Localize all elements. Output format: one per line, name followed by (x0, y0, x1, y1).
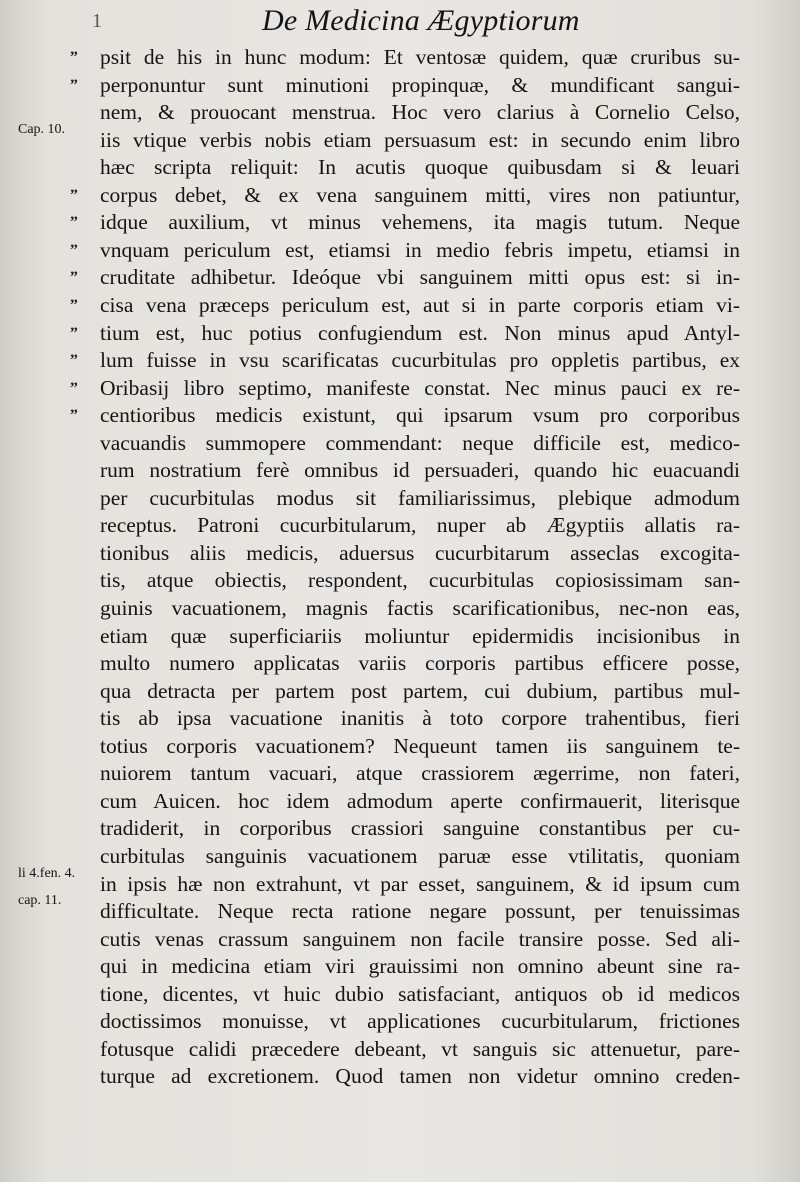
text-line: in ipsis hæ non extrahunt, vt par esset, sanguinem, & id ipsum cum (100, 871, 740, 896)
folio-mark: 1 (92, 10, 102, 32)
text-line: tionibus aliis medicis, aduersus cucurbitarum asseclas excogita- (100, 540, 740, 565)
quotation-mark: „ (70, 316, 78, 334)
quotation-mark: „ (70, 178, 78, 196)
quotation-mark: „ (70, 233, 78, 251)
text-line: tium est, huc potius confugiendum est. Non minus apud Antyl- (100, 320, 740, 345)
text-line: iis vtique verbis nobis etiam persuasum est: in secundo enim libro (100, 127, 740, 152)
text-line: tradiderit, in corporibus crassiori sanguine constantibus per cu- (100, 816, 740, 841)
text-line: tis, atque obiectis, respondent, cucurbitulas copiosissimam san- (100, 568, 740, 593)
margin-note-cap10: Cap. 10. (18, 121, 66, 137)
text-line: etiam quæ superficiariis moliuntur epidermidis incisionibus in (100, 623, 740, 648)
quotation-mark: „ (70, 41, 78, 58)
quotation-mark: „ (70, 371, 78, 389)
text-line: hæc scripta reliquit: In acutis quoque quibusdam si & leuari (100, 155, 740, 180)
text-line: rum nostratium ferè omnibus id persuaderi, quando hic euacuandi (100, 458, 740, 483)
text-line: vacuandis summopere commendant: neque difficile est, medico- (100, 430, 740, 455)
text-line: receptus. Patroni cucurbitularum, nuper ab Ægyptiis allatis ra- (100, 513, 740, 538)
quotation-mark: „ (70, 206, 78, 224)
text-line: tis ab ipsa vacuatione inanitis à toto corpore trahentibus, fieri (100, 706, 740, 731)
text-line: per cucurbitulas modus sit familiarissimus, plebique admodum (100, 485, 740, 510)
text-line: nuiorem tantum vacuari, atque crassiorem ægerrime, non fateri, (100, 761, 740, 786)
text-line: doctissimos monuisse, vt applicationes cucurbitularum, frictiones (100, 1009, 740, 1034)
quotation-mark: „ (70, 261, 78, 279)
running-head: De Medicina Ægyptiorum (262, 4, 580, 37)
text-line: totius corporis vacuationem? Nequeunt tamen iis sanguinem te- (100, 733, 740, 758)
text-line: nem, & prouocant menstrua. Hoc vero clarius à Cornelio Celso, (100, 100, 740, 125)
text-line: fotusque calidi præcedere debeant, vt sanguis sic attenuetur, pare- (100, 1036, 740, 1061)
text-line: curbitulas sanguinis vacuationem paruæ esse vtilitatis, quoniam (100, 843, 740, 868)
text-line: Oribasij libro septimo, manifeste constat. Nec minus pauci ex re- (100, 375, 740, 400)
quotation-mark: „ (70, 344, 78, 362)
text-line: cum Auicen. hoc idem admodum aperte confirmauerit, literisque (100, 788, 740, 813)
margin-note-li4fen4-b: cap. 11. (18, 893, 62, 909)
text-line: tione, dicentes, vt huic dubio satisfaciant, antiquos ob id medicos (100, 981, 740, 1006)
margin-note-li4fen4-a: li 4.fen. 4. (18, 865, 76, 881)
quotation-mark: „ (70, 68, 78, 86)
text-line: cisa vena præceps periculum est, aut si in parte corporis etiam vi- (100, 292, 740, 317)
text-line: qui in medicina etiam viri grauissimi non omnino abeunt sine ra- (100, 954, 740, 979)
text-line: cutis venas crassum sanguinem non facile transire posse. Sed ali- (100, 926, 740, 951)
quotation-mark: „ (70, 288, 78, 306)
text-line: perponuntur sunt minutioni propinquæ, & mundificant sangui- (100, 72, 740, 97)
text-line: lum fuisse in vsu scarificatas cucurbitulas pro oppletis partibus, ex (100, 348, 740, 373)
text-line: centioribus medicis existunt, qui ipsarum vsum pro corporibus (100, 403, 740, 428)
quotation-mark: „ (70, 399, 78, 417)
text-line: vnquam periculum est, etiamsi in medio febris impetu, etiamsi in (100, 237, 740, 262)
text-line: guinis vacuationem, magnis factis scarificationibus, nec-non eas, (100, 596, 740, 620)
text-line: cruditate adhibetur. Ideóque vbi sanguinem mitti opus est: si in- (100, 265, 740, 290)
text-line: difficultate. Neque recta ratione negare possunt, per tenuissimas (100, 899, 740, 924)
text-line: psit de his in hunc modum: Et ventosæ quidem, quæ cruribus su- (100, 45, 740, 69)
text-line: idque auxilium, vt minus vehemens, ita magis tutum. Neque (100, 210, 740, 235)
text-line: multo numero applicatas variis corporis partibus efficere posse, (100, 651, 740, 676)
text-line: turque ad excretionem. Quod tamen non videtur omnino creden- (100, 1064, 740, 1089)
text-line: qua detracta per partem post partem, cui dubium, partibus mul- (100, 678, 740, 703)
text-line: corpus debet, & ex vena sanguinem mitti, vires non patiuntur, (100, 182, 740, 207)
